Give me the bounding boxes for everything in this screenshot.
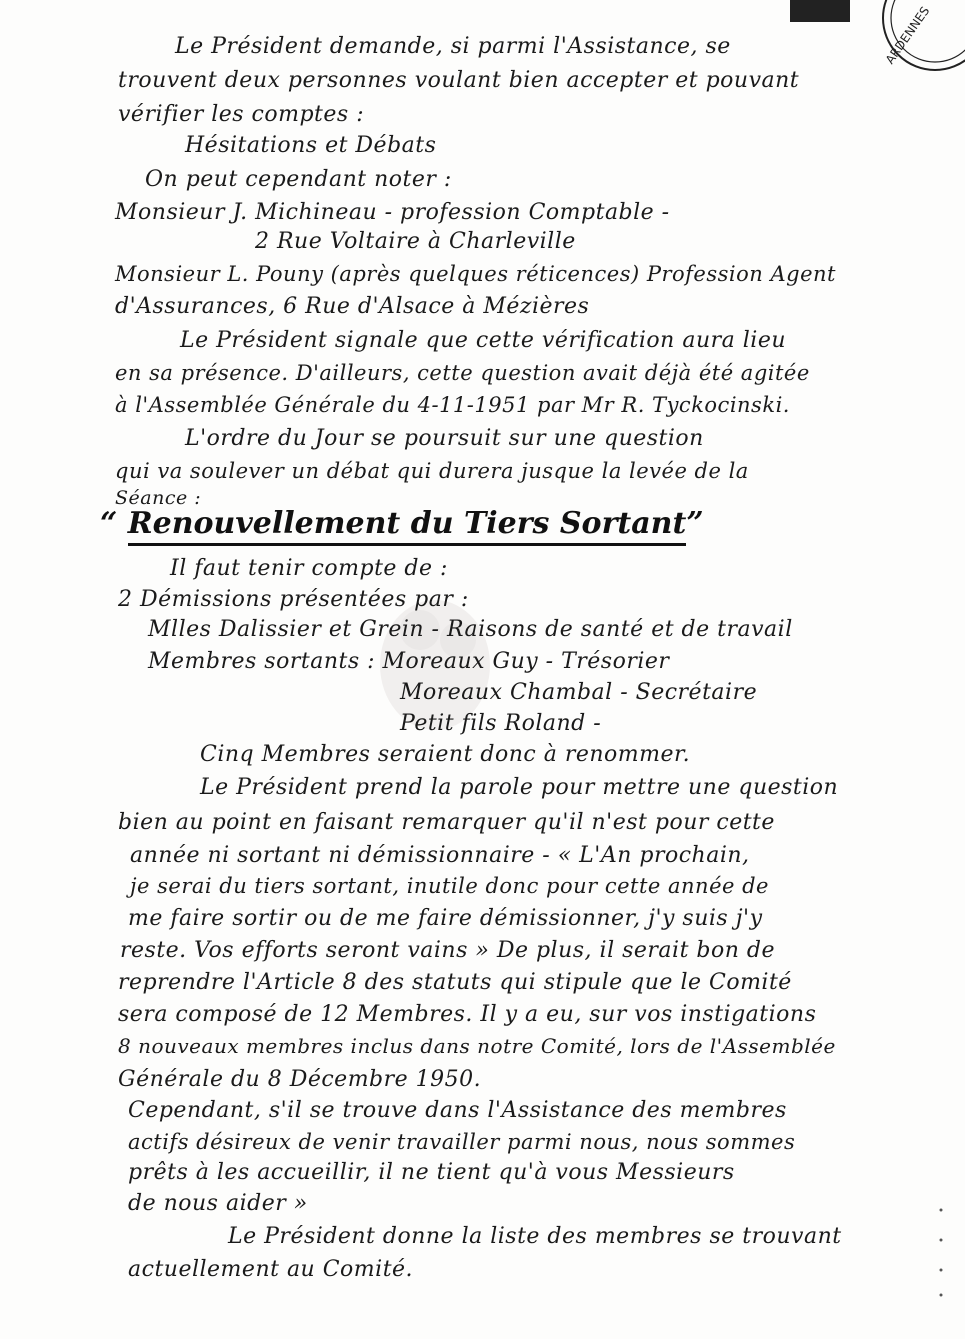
text-line: Membres sortants : Moreaux Guy - Trésorier bbox=[148, 649, 670, 674]
text-line: reprendre l'Article 8 des statuts qui stipule que le Comité bbox=[118, 970, 792, 995]
text-line: bien au point en faisant remarquer qu'il n'est pour cette bbox=[118, 810, 775, 835]
text-line: Cependant, s'il se trouve dans l'Assistance des membres bbox=[128, 1098, 787, 1123]
section-heading: “ Renouvellement du Tiers Sortant” bbox=[100, 506, 704, 541]
text-line: prêts à les accueillir, il ne tient qu'à vous Messieurs bbox=[128, 1160, 735, 1185]
text-line: 8 nouveaux membres inclus dans notre Comité, lors de l'Assemblée bbox=[118, 1034, 836, 1058]
text-line: Cinq Membres seraient donc à renommer. bbox=[200, 742, 691, 767]
section-heading-title: Renouvellement du Tiers Sortant bbox=[128, 506, 687, 546]
text-line: sera composé de 12 Membres. Il y a eu, sur vos instigations bbox=[118, 1002, 817, 1027]
svg-text:ARDENNES: ARDENNES bbox=[882, 4, 933, 67]
text-line: Générale du 8 Décembre 1950. bbox=[118, 1067, 482, 1092]
page-corner-mark bbox=[790, 0, 850, 22]
text-line: trouvent deux personnes voulant bien accepter et pouvant bbox=[118, 68, 800, 93]
scan-edge-marks bbox=[935, 1200, 947, 1300]
text-line: L'ordre du Jour se poursuit sur une question bbox=[185, 426, 704, 451]
text-line: Il faut tenir compte de : bbox=[170, 556, 448, 581]
text-line: Monsieur L. Pouny (après quelques réticences) Profession Agent bbox=[115, 262, 836, 286]
archive-stamp bbox=[845, 0, 965, 90]
text-line: Mlles Dalissier et Grein - Raisons de santé et de travail bbox=[148, 617, 793, 642]
text-line: en sa présence. D'ailleurs, cette question avait déjà été agitée bbox=[115, 361, 810, 385]
text-line: On peut cependant noter : bbox=[145, 167, 452, 192]
text-line: Le Président demande, si parmi l'Assistance, se bbox=[175, 34, 731, 59]
text-line: année ni sortant ni démissionnaire - « L'An prochain, bbox=[130, 843, 750, 868]
text-line: vérifier les comptes : bbox=[118, 102, 365, 127]
text-line: actifs désireux de venir travailler parmi nous, nous sommes bbox=[128, 1130, 796, 1154]
text-line: Monsieur J. Michineau - profession Comptable - bbox=[115, 200, 670, 225]
text-line: qui va soulever un débat qui durera jusque la levée de la bbox=[115, 459, 749, 483]
text-line: 2 Démissions présentées par : bbox=[118, 587, 469, 612]
text-line: Moreaux Chambal - Secrétaire bbox=[400, 680, 758, 705]
text-line: 2 Rue Voltaire à Charleville bbox=[255, 229, 576, 254]
text-line: Séance : bbox=[115, 487, 202, 509]
text-line: reste. Vos efforts seront vains » De plus, il serait bon de bbox=[120, 938, 776, 963]
text-line: à l'Assemblée Générale du 4-11-1951 par Mr R. Tyckocinski. bbox=[115, 393, 790, 417]
text-line: de nous aider » bbox=[128, 1191, 308, 1216]
text-line: d'Assurances, 6 Rue d'Alsace à Mézières bbox=[115, 294, 590, 319]
text-line: actuellement au Comité. bbox=[128, 1257, 414, 1282]
text-line: Le Président signale que cette vérification aura lieu bbox=[180, 328, 787, 353]
text-line: Le Président prend la parole pour mettre une question bbox=[200, 775, 839, 800]
text-line: me faire sortir ou de me faire démissionner, j'y suis j'y bbox=[128, 906, 763, 931]
text-line: Hésitations et Débats bbox=[185, 133, 437, 158]
text-line: Le Président donne la liste des membres se trouvant bbox=[228, 1224, 842, 1249]
text-line: je serai du tiers sortant, inutile donc pour cette année de bbox=[130, 874, 769, 898]
text-line: Petit fils Roland - bbox=[400, 711, 602, 736]
